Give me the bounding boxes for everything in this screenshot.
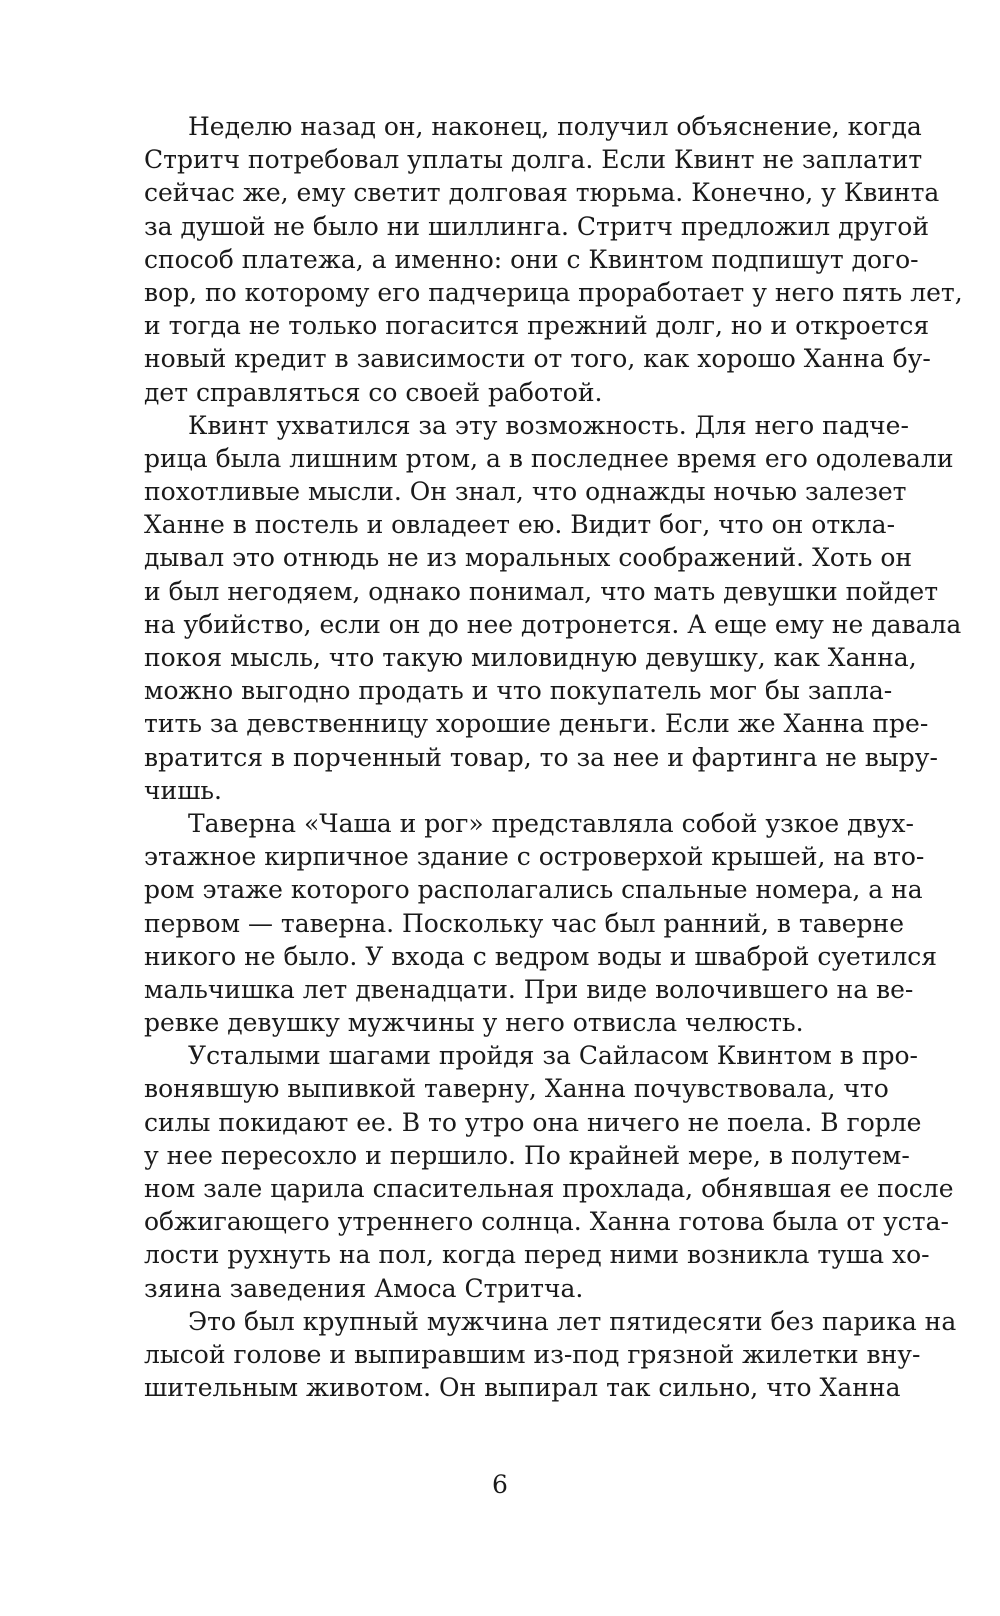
text-line: и тогда не только погасится прежний долг, но и откроется: [144, 311, 930, 341]
text-line: лысой голове и выпиравшим из-под грязной жилетки вну-: [144, 1339, 921, 1369]
text-line: новый кредит в зависимости от того, как хорошо Ханна бу-: [144, 344, 931, 374]
text-line: силы покидают ее. В то утро она ничего не поела. В горле: [144, 1107, 922, 1137]
text-line: вратится в порченный товар, то за нее и фартинга не выру-: [144, 742, 938, 772]
text-line: первом — таверна. Поскольку час был ранний, в таверне: [144, 908, 904, 938]
paragraph-1: [144, 110, 963, 409]
paragraph-4: [144, 1039, 954, 1305]
text-line: мальчишка лет двенадцати. При виде волочившего на ве-: [144, 974, 914, 1004]
text-line: дет справляться со своей работой.: [144, 377, 603, 407]
page-number: 6: [492, 1470, 508, 1499]
text-line: Это был крупный мужчина лет пятидесяти без парика на: [188, 1306, 957, 1336]
text-line: можно выгодно продать и что покупатель мог бы запла-: [144, 676, 893, 706]
text-line: ревке девушку мужчины у него отвисла челюсть.: [144, 1008, 804, 1038]
text-line: этажное кирпичное здание с островерхой крышей, на вто-: [144, 842, 925, 872]
text-line: чишь.: [144, 775, 222, 805]
text-line: способ платежа, а именно: они с Квинтом подпишут дого-: [144, 244, 919, 274]
text-line: ном зале царила спасительная прохлада, обнявшая ее после: [144, 1174, 954, 1203]
text-line: рица была лишним ртом, а в последнее время его одолевали: [144, 443, 954, 473]
text-line: тить за девственницу хорошие деньги. Если же Ханна пре-: [144, 709, 929, 739]
text-line: дывал это отнюдь не из моральных соображений. Хоть он: [144, 543, 913, 573]
paragraph-2: [144, 409, 962, 807]
text-line: Неделю назад он, наконец, получил объяснение, когда: [188, 112, 922, 141]
text-line: лости рухнуть на пол, когда перед ними возникла туша хо-: [144, 1240, 930, 1270]
text-line: обжигающего утреннего солнца. Ханна готова была от уста-: [144, 1207, 949, 1237]
paragraph-5: [144, 1305, 957, 1405]
text-line: Квинт ухватился за эту возможность. Для него падче-: [188, 410, 909, 440]
text-line: вонявшую выпивкой таверну, Ханна почувствовала, что: [144, 1074, 889, 1104]
text-line: сейчас же, ему светит долговая тюрьма. Конечно, у Квинта: [144, 178, 940, 208]
paragraph-3: [144, 807, 937, 1039]
text-line: Ханне в постель и овладеет ею. Видит бог, что он откла-: [144, 510, 896, 540]
text-line: никого не было. У входа с ведром воды и шваброй суетился: [144, 941, 937, 971]
text-line: зяина заведения Амоса Стритча.: [144, 1273, 584, 1303]
text-line: вор, по которому его падчерица проработает у него пять лет,: [144, 277, 963, 307]
text-line: Стритч потребовал уплаты долга. Если Квинт не заплатит: [144, 145, 923, 175]
text-line: за душой не было ни шиллинга. Стритч предложил другой: [144, 211, 930, 241]
text-line: на убийство, если он до нее дотронется. А еще ему не давала: [144, 609, 962, 639]
text-line: шительным животом. Он выпирал так сильно, что Ханна: [144, 1373, 901, 1403]
text-line: и был негодяем, однако понимал, что мать девушки пойдет: [144, 576, 939, 606]
text-line: ром этаже которого располагались спальные номера, а на: [144, 875, 923, 905]
text-line: похотливые мысли. Он знал, что однажды ночью залезет: [144, 477, 907, 507]
text-line: покоя мысль, что такую миловидную девушку, как Ханна,: [144, 643, 917, 672]
text-line: Усталыми шагами пройдя за Сайласом Квинтом в про-: [188, 1041, 918, 1071]
text-line: у нее пересохло и першило. По крайней мере, в полутем-: [144, 1140, 910, 1170]
text-line: Таверна «Чаша и рог» представляла собой узкое двух-: [188, 808, 914, 838]
page-body: [144, 110, 963, 1404]
